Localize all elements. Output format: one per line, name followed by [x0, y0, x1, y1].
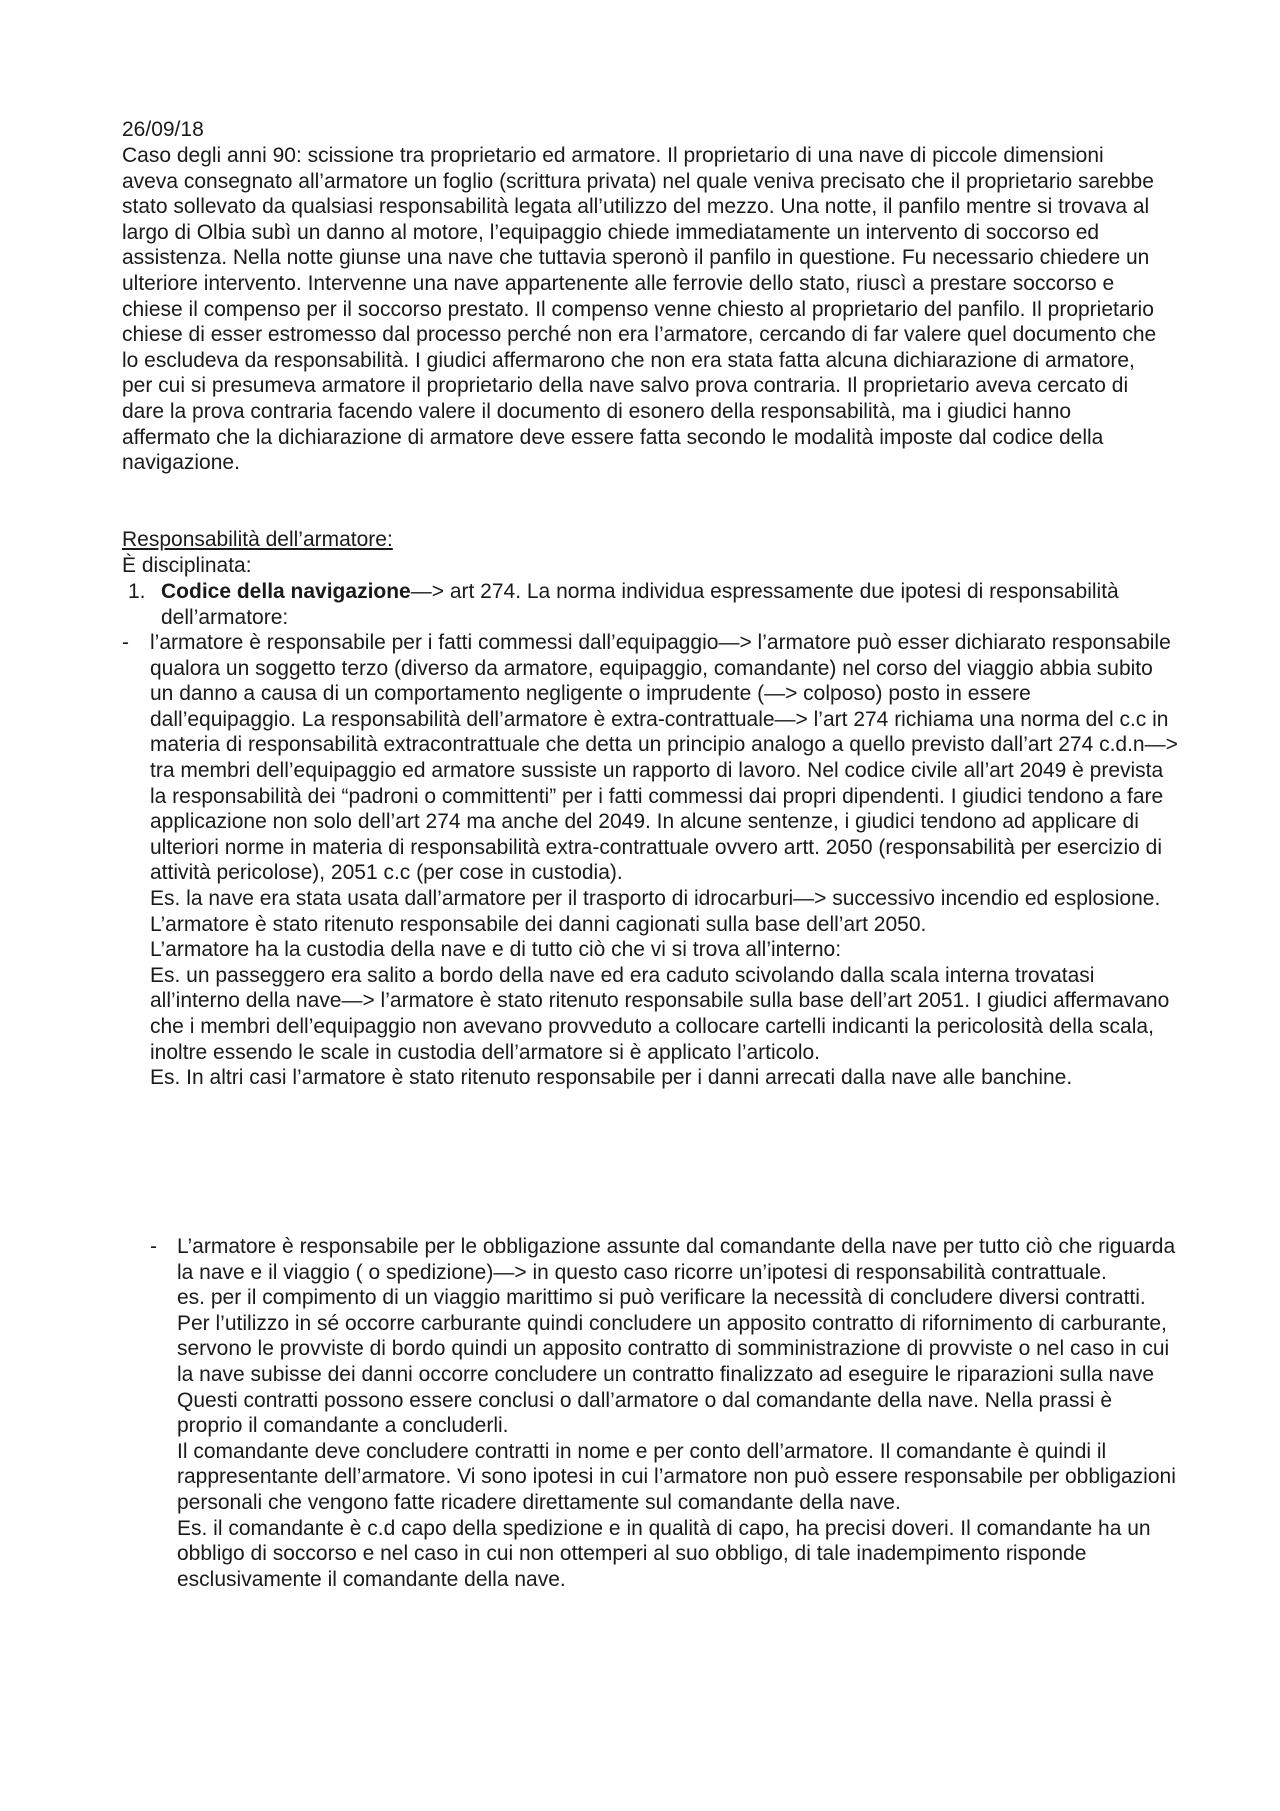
disciplinata-line: È disciplinata:: [122, 554, 252, 577]
intro-paragraph: Caso degli anni 90: scissione tra proprietario ed armatore. Il proprietario di una nave di piccole dimensioni aveva consegnato all’armatore un foglio (scrittura privata) nel quale veniva precisato che il proprietario sarebbe stato sollevato da qualsiasi responsabilità legata all’utilizzo del mezzo. Una notte, il panfilo mentre si trovava al largo di Olbia subì un danno al motore, l’equipaggio chiede immediatamente un intervento di soccorso ed assistenza. Nella notte giunse una nave che tuttavia speronò il panfilo in questione. Fu necessario chiedere un ulteriore intervento. Intervenne una nave appartenente alle ferrovie dello stato, riuscì a prestare soccorso e chiese il compenso per il soccorso prestato. Il compenso venne chiesto al proprietario del panfilo. Il proprietario chiese di esser estromesso dal processo perché non era l’armatore, cercando di far valere quel documento che lo escludeva da responsabilità. I giudici affermarono che non era stata fatta alcuna dichiarazione di armatore, per cui si presumeva armatore il proprietario della nave salvo prova contraria. Il proprietario aveva cercato di dare la prova contraria facendo valere il documento di esonero della responsabilità, ma i giudici hanno affermato che la dichiarazione di armatore deve essere fatta secondo le modalità imposte dal codice della navigazione.: [122, 144, 1157, 475]
bullet-1-paragraph: Es. In altri casi l’armatore è stato ritenuto responsabile per i danni arrecati dalla nave alle banchine.: [150, 1066, 1073, 1090]
bullet-2-paragraph: Es. il comandante è c.d capo della spedizione e in qualità di capo, ha precisi doveri. Il comandante ha un obbligo di soccorso e nel caso in cui non ottemperi al suo obbligo, di tale inadempimento risponde esclusivamente il comandante della nave.: [177, 1516, 1151, 1591]
dash-bullet-1: -: [122, 631, 129, 654]
section-heading: Responsabilità dell’armatore:: [122, 528, 393, 551]
list-number: 1.: [128, 580, 146, 603]
bullet-2: [177, 1234, 1177, 1592]
list-item-1-bold: Codice della navigazione: [161, 580, 411, 603]
bullet-1-paragraph: Es. un passeggero era salito a bordo della nave ed era caduto scivolando dalla scala interna trovatasi all’interno della nave—> l’armatore è stato ritenuto responsabile sulla base dell’art 2051. I giudici affermavano che i membri dell’equipaggio non avevano provveduto a collocare cartelli indicanti la pericolosità della scala, inoltre essendo le scale in custodia dell’armatore si è applicato l’articolo.: [150, 963, 1170, 1064]
bullet-1: [150, 630, 1180, 1091]
note-date: 26/09/18: [122, 118, 204, 141]
list-item-1-text: —> art 274. La norma individua espressamente due ipotesi di responsabilità dell’armatore:: [161, 580, 1119, 629]
bullet-1-paragraph: Es. la nave era stata usata dall’armatore per il trasporto di idrocarburi—> successivo incendio ed esplosione. L’armatore è stato ritenuto responsabile dei danni cagionati sulla base dell’art 2050.: [150, 886, 1161, 936]
list-item-1: [161, 579, 1161, 630]
bullet-2-paragraph: L’armatore è responsabile per le obbligazione assunte dal comandante della nave per tutto ciò che riguarda la nave e il viaggio ( o spedizione)—> in questo caso ricorre un’ipotesi di responsabilità contrattuale.: [177, 1235, 1176, 1284]
bullet-2-paragraph: es. per il compimento di un viaggio marittimo si può verificare la necessità di concludere diversi contratti. Per l’utilizzo in sé occorre carburante quindi concludere un apposito contratto di rifornimento di carburante, servono le provviste di bordo quindi un apposito contratto di somministrazione di provviste o nel caso in cui la nave subisse dei danni occorre concludere un contratto finalizzato ad eseguire le riparazioni sulla nave: [177, 1286, 1170, 1386]
bullet-2-paragraph: Questi contratti possono essere conclusi o dall’armatore o dal comandante della nave. Nella prassi è proprio il comandante a concluderli.: [177, 1388, 1113, 1438]
bullet-1-paragraph: l’armatore è responsabile per i fatti commessi dall’equipaggio—> l’armatore può esser dichiarato responsabile qualora un soggetto terzo (diverso da armatore, equipaggio, comandante) nel corso del viaggio abbia subito un danno a causa di un comportamento negligente o imprudente (—> colposo) posto in essere dall’equipaggio. La responsabilità dell’armatore è extra-contrattuale—> l’art 274 richiama una norma del c.c in materia di responsabilità extracontrattuale che detta un principio analogo a quello previsto dall’art 274 c.d.n—> tra membri dell’equipaggio ed armatore sussiste un rapporto di lavoro. Nel codice civile all’art 2049 è prevista la responsabilità dei “padroni o committenti” per i fatti commessi dai propri dipendenti. I giudici tendono a fare applicazione non solo dell’art 274 ma anche del 2049. In alcune sentenze, i giudici tendono ad applicare di ulteriori norme in materia di responsabilità extra-contrattuale ovvero artt. 2050 (responsabilità per esercizio di attività pericolose), 2051 c.c (per cose in custodia).: [150, 631, 1178, 885]
dash-bullet-2: -: [150, 1235, 157, 1258]
bullet-1-paragraph: L’armatore ha la custodia della nave e di tutto ciò che vi si trova all’interno:: [150, 938, 842, 962]
bullet-2-paragraph: Il comandante deve concludere contratti in nome e per conto dell’armatore. Il comandante è quindi il rappresentante dell’armatore. Vi sono ipotesi in cui l’armatore non può essere responsabile per obbligazioni personali che vengono fatte ricadere direttamente sul comandante della nave.: [177, 1439, 1176, 1514]
